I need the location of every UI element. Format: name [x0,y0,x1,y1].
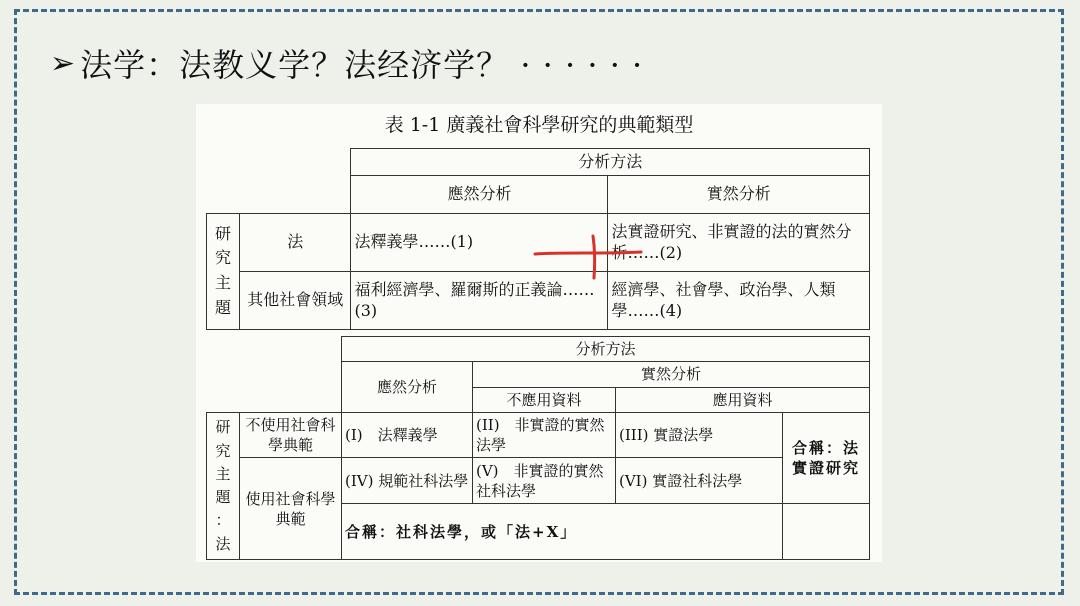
row-other-fields: 其他社會領域 [240,271,351,329]
row-law: 法 [240,213,351,271]
no-data-header: 不應用資料 [473,387,616,412]
heading-text: 法学：法教义学？法经济学？ · · · · · · [80,46,644,84]
cell-law-empirical: 法實證研究、非實證的法的實然分析……(2) [608,213,870,271]
with-data-header: 應用資料 [616,387,870,412]
combined-right: 合稱：法實證研究 [783,412,870,504]
empirical-header-2: 實然分析 [473,362,870,387]
empty-cell [783,504,870,560]
row-no-paradigm: 不使用社會科學典範 [240,412,342,458]
table-caption: 表 1-1 廣義社會科學研究的典範類型 [384,114,694,136]
paradigm-table-1 [206,148,870,330]
cell-III: (III) 實證法學 [616,412,783,458]
cell-other-empirical: 經濟學、社會學、政治學、人類學……(4) [608,271,870,329]
combined-bottom: 合稱：社科法學，或「法+X」 [342,504,783,560]
subject-law-label: 研 究 主 題 ： 法 [207,412,240,560]
cell-I: (I) 法釋義學 [342,412,473,458]
normative-header-2: 應然分析 [342,362,473,413]
normative-header: 應然分析 [351,175,608,213]
cell-II: (II) 非實證的實然法學 [473,412,616,458]
arrow-bullet-icon: ➢ [50,45,77,81]
empirical-header: 實然分析 [608,175,870,213]
cell-IV: (IV) 規範社科法學 [342,458,473,504]
slide-heading [50,40,643,86]
method-header: 分析方法 [351,149,870,176]
cell-VI: (VI) 實證社科法學 [616,458,783,504]
scanned-document [196,104,882,562]
empty-corner [207,149,351,214]
empty-corner [207,337,342,413]
paradigm-table-2 [206,336,870,560]
cell-law-normative: 法釋義學……(1) [351,213,608,271]
method-header-2: 分析方法 [342,337,870,362]
row-paradigm: 使用社會科學典範 [240,458,342,560]
cell-other-normative: 福利經濟學、羅爾斯的正義論……(3) [351,271,608,329]
subject-label: 研 究 主 題 [207,213,240,329]
cell-V: (V) 非實證的實然社科法學 [473,458,616,504]
